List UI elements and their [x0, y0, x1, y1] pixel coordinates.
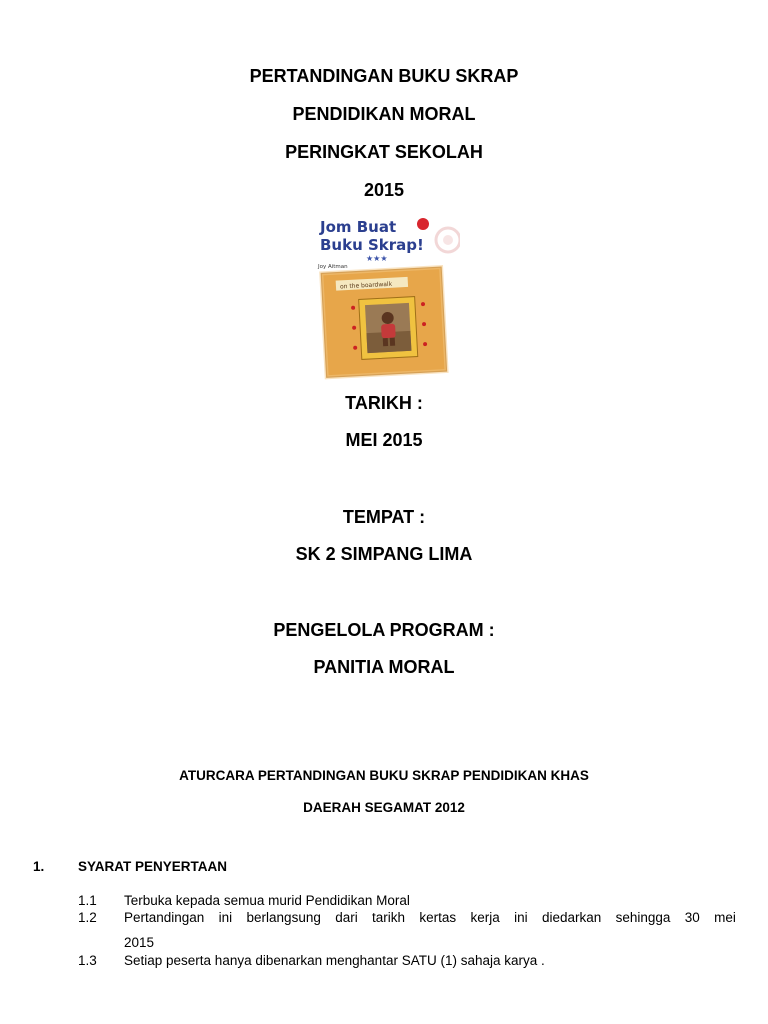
word: kerja [470, 910, 500, 925]
organizer-label: PENGELOLA PROGRAM : [273, 620, 495, 640]
date-value: MEI 2015 [345, 430, 423, 450]
cover-title-line2: Buku Skrap! [320, 236, 424, 254]
item-text: Terbuka kepada semua murid Pendidikan Moral [124, 893, 410, 908]
word: sehingga [615, 910, 671, 925]
word: Pertandingan [124, 910, 205, 925]
section-number: 1. [33, 859, 45, 874]
word: tarikh [372, 910, 406, 925]
item-text: Setiap peserta hanya dibenarkan menghantar SATU (1) sahaja karya . [124, 953, 545, 968]
organizer-value: PANITIA MORAL [313, 657, 455, 677]
schedule-subtitle: DAERAH SEGAMAT 2012 [303, 800, 465, 815]
item-number: 1.2 [78, 910, 97, 925]
section-title: SYARAT PENYERTAAN [78, 859, 228, 874]
word: ini [514, 910, 528, 925]
subject-title: PENDIDIKAN MORAL [292, 104, 476, 124]
word: 30 [684, 910, 700, 925]
cover-title-line1: Jom Buat [320, 218, 397, 236]
word: kertas [419, 910, 457, 925]
date-label: TARIKH : [345, 393, 423, 413]
venue-value: SK 2 SIMPANG LIMA [295, 544, 473, 564]
venue-label: TEMPAT : [342, 507, 426, 527]
word: ini [218, 910, 233, 925]
item-text-justified [124, 910, 736, 925]
year-title: 2015 [363, 180, 405, 200]
item-text-continuation: 2015 [124, 935, 155, 950]
scrapbook-cover-image [308, 214, 460, 380]
cover-author: Joy Aitman [318, 264, 348, 270]
word: diedarkan [541, 910, 602, 925]
schedule-title: ATURCARA PERTANDINGAN BUKU SKRAP PENDIDIKAN KHAS [179, 768, 589, 783]
level-title: PERINGKAT SEKOLAH [285, 142, 483, 162]
cover-tag: on the boardwalk [339, 280, 393, 291]
competition-title: PERTANDINGAN BUKU SKRAP [249, 66, 519, 86]
item-number: 1.1 [78, 893, 97, 908]
svg-text:★★★: ★★★ [366, 254, 388, 263]
word: dari [335, 910, 358, 925]
item-number: 1.3 [78, 953, 97, 968]
word: mei [714, 910, 736, 925]
word: berlangsung [246, 910, 321, 925]
